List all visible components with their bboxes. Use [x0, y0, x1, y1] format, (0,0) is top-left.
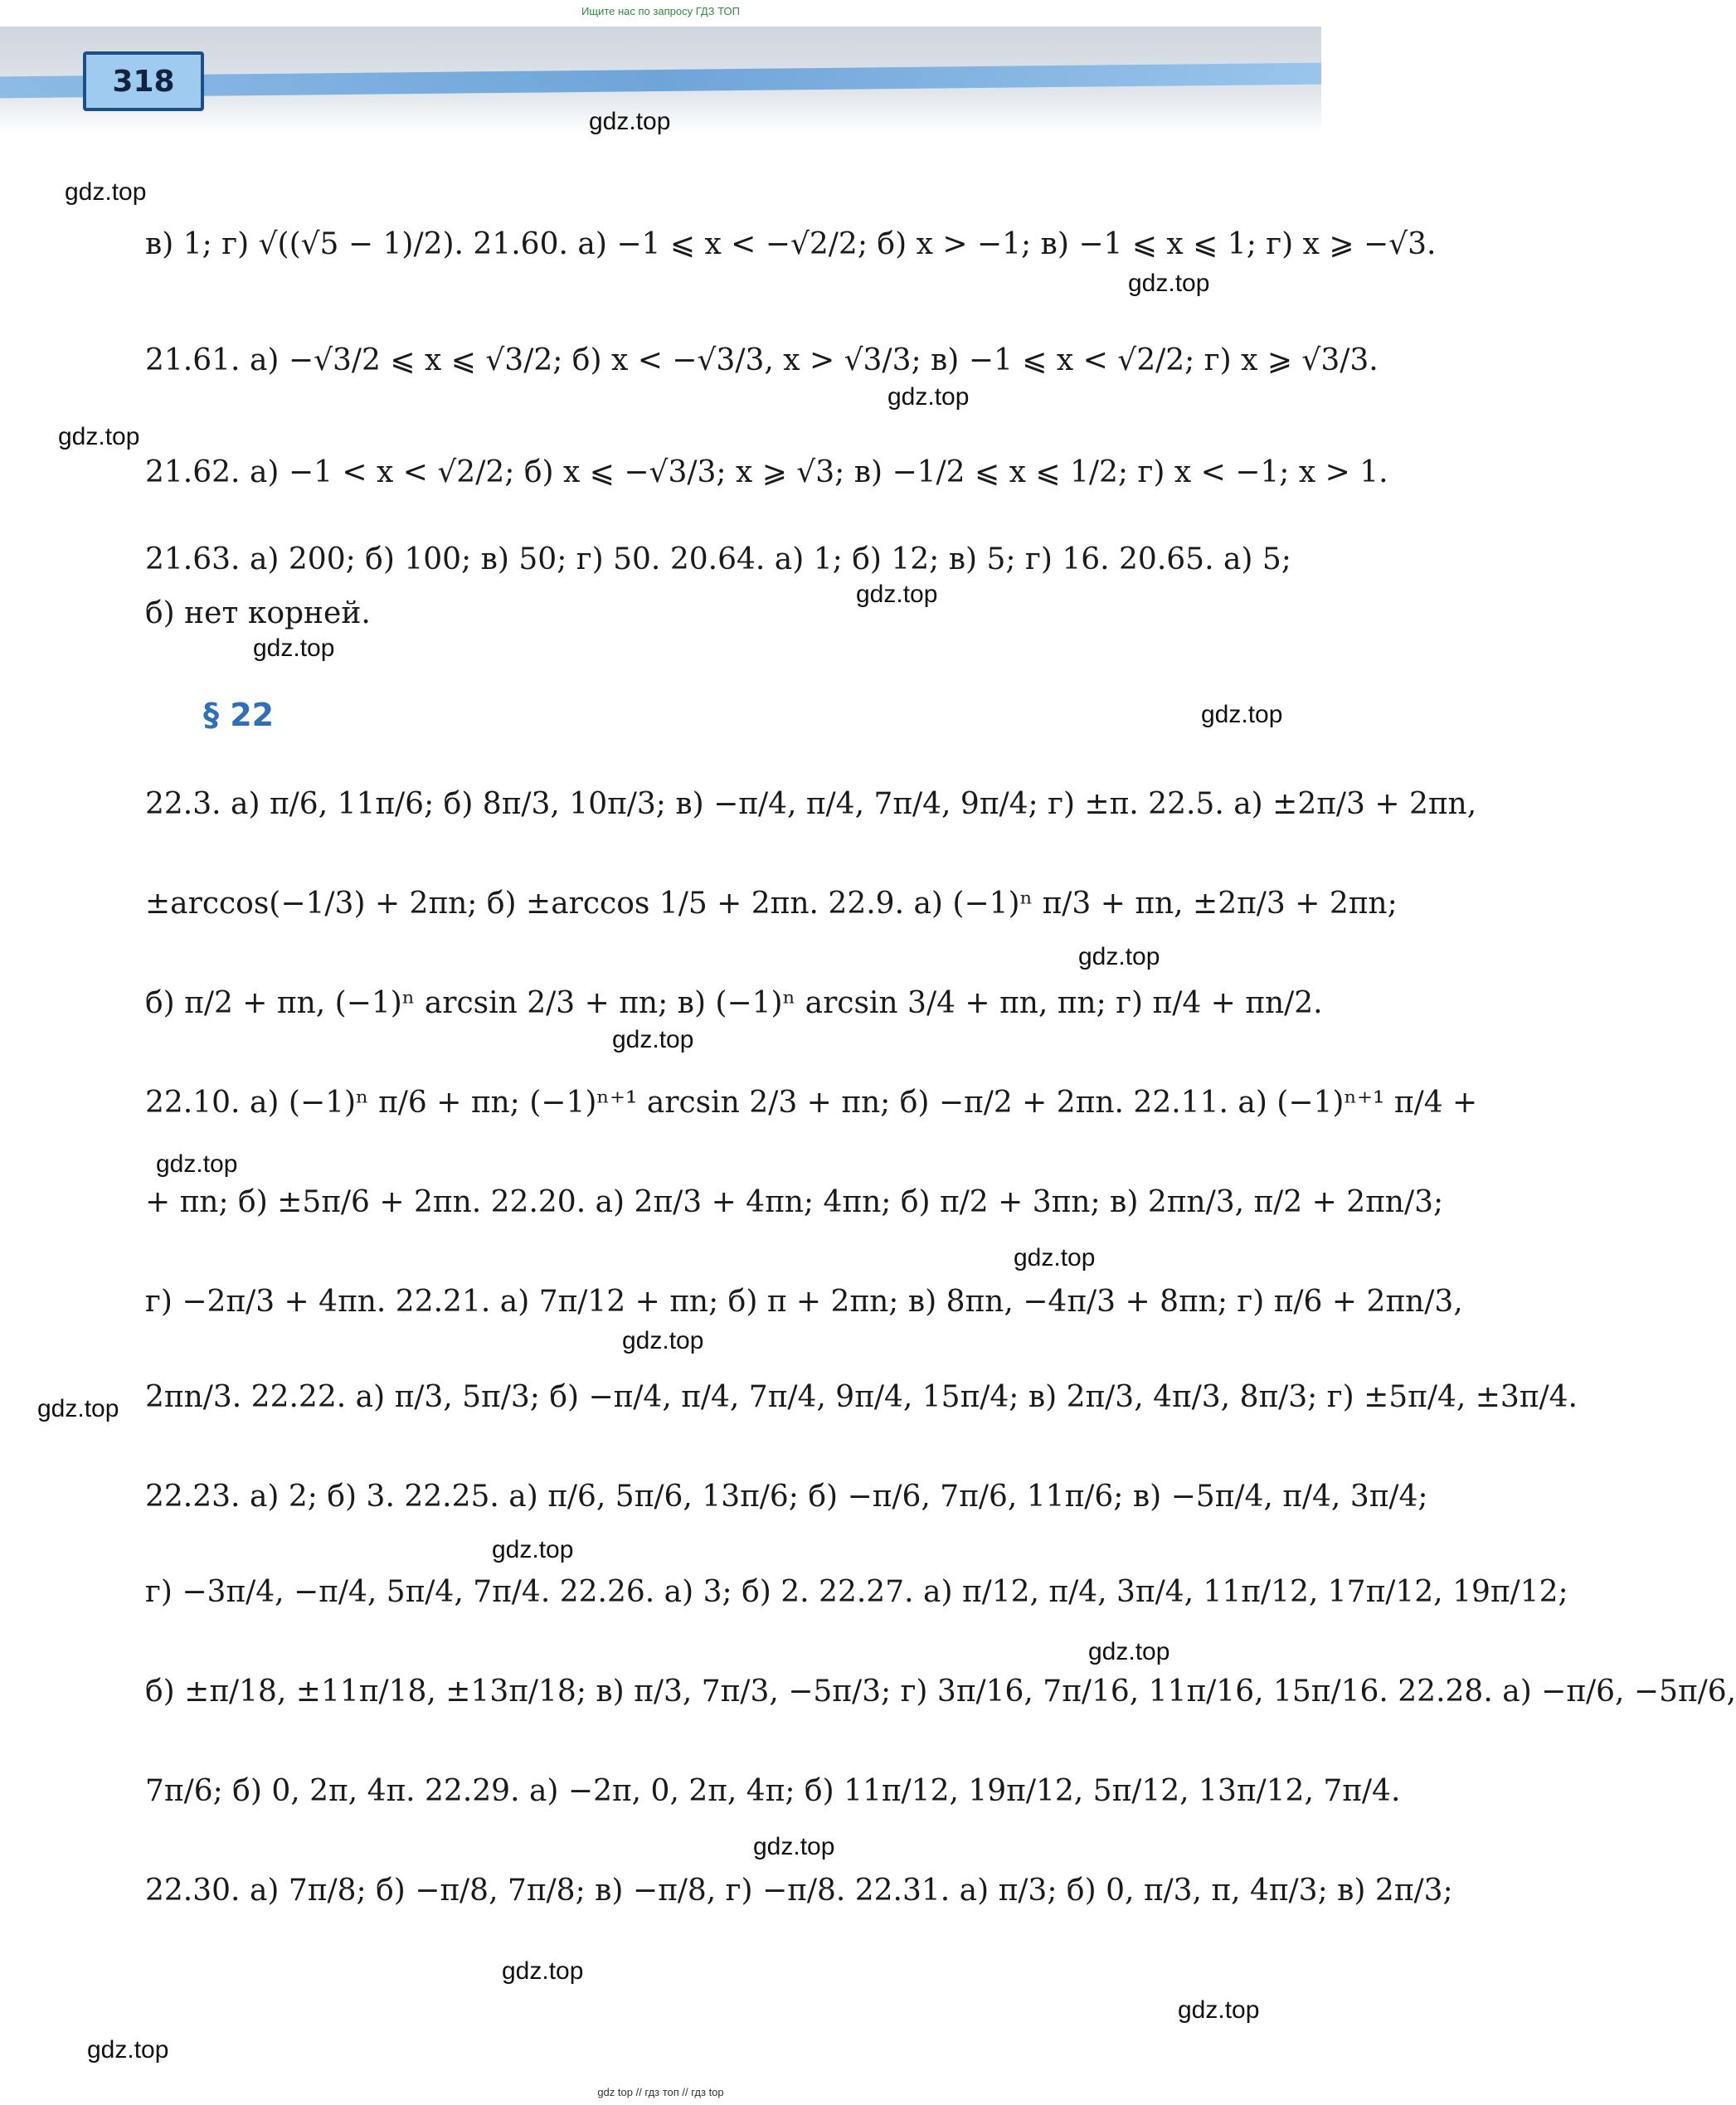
answer-line: г) −2π/3 + 4πn. 22.21. а) 7π/12 + πn; б) π + 2πn; в) 8πn, −4π/3 + 8πn; г) π/6 + 2πn/3, [145, 1285, 1463, 1319]
answer-line: г) −3π/4, −π/4, 5π/4, 7π/4. 22.26. а) 3; б) 2. 22.27. а) π/12, π/4, 3π/4, 11π/12, 17π/12, 19π/12; [145, 1575, 1568, 1609]
page-number: 318 [83, 51, 204, 111]
watermark: gdz.top [502, 1957, 584, 1985]
answer-line: в) 1; г) √((√5 − 1)/2). 21.60. а) −1 ⩽ x < −√2/2; б) x > −1; в) −1 ⩽ x ⩽ 1; г) x ⩾ −√3. [145, 227, 1437, 261]
watermark: gdz.top [1088, 1638, 1170, 1665]
answer-line: 21.61. а) −√3/2 ⩽ x ⩽ √3/2; б) x < −√3/3, x > √3/3; в) −1 ⩽ x < √2/2; г) x ⩾ √3/3. [145, 343, 1379, 377]
answer-line: 22.30. а) 7π/8; б) −π/8, 7π/8; в) −π/8, г) −π/8. 22.31. а) π/3; б) 0, π/3, π, 4π/3; в) 2π/3; [145, 1874, 1453, 1908]
watermark: gdz.top [1201, 701, 1283, 728]
watermark: gdz.top [753, 1833, 835, 1860]
watermark: gdz.top [856, 581, 938, 608]
watermark: gdz.top [156, 1150, 238, 1178]
answer-line: 7π/6; б) 0, 2π, 4π. 22.29. а) −2π, 0, 2π, 4π; б) 11π/12, 19π/12, 5π/12, 13π/12, 7π/4. [145, 1774, 1401, 1808]
watermark: gdz.top [612, 1026, 694, 1053]
answer-line: б) ±π/18, ±11π/18, ±13π/18; в) π/3, 7π/3, −5π/3; г) 3π/16, 7π/16, 11π/16, 15π/16. 22.28. а) −π/6, −5π/6, [145, 1675, 1736, 1709]
footer: gdz top // гдз топ // гдз top [597, 2086, 724, 2098]
answer-line: 22.23. а) 2; б) 3. 22.25. а) π/6, 5π/6, 13π/6; б) −π/6, 7π/6, 11π/6; в) −5π/4, π/4, 3π/4; [145, 1480, 1428, 1514]
answer-line: 21.62. а) −1 < x < √2/2; б) x ⩽ −√3/3; x ⩾ √3; в) −1/2 ⩽ x ⩽ 1/2; г) x < −1; x > 1. [145, 455, 1388, 489]
watermark: gdz.top [1178, 1996, 1260, 2024]
watermark: gdz.top [253, 634, 335, 662]
watermark: gdz.top [622, 1327, 704, 1354]
watermark: gdz.top [1014, 1244, 1096, 1271]
answer-line: 21.63. а) 200; б) 100; в) 50; г) 50. 20.64. а) 1; б) 12; в) 5; г) 16. 20.65. а) 5; [145, 542, 1291, 576]
watermark: gdz.top [65, 178, 147, 206]
watermark: gdz.top [887, 383, 970, 411]
top-note: Ищите нас по запросу ГДЗ ТОП [581, 5, 740, 17]
watermark: gdz.top [1078, 943, 1160, 970]
answer-line: 22.10. а) (−1)ⁿ π/6 + πn; (−1)ⁿ⁺¹ arcsin 2/3 + πn; б) −π/2 + 2πn. 22.11. а) (−1)ⁿ⁺¹ π/4 + [145, 1086, 1478, 1120]
watermark: gdz.top [589, 108, 671, 135]
answer-line: б) π/2 + πn, (−1)ⁿ arcsin 2/3 + πn; в) (−1)ⁿ arcsin 3/4 + πn, πn; г) π/4 + πn/2. [145, 986, 1323, 1020]
answer-line: б) нет корней. [145, 596, 371, 630]
watermark: gdz.top [1128, 270, 1210, 297]
answer-line: + πn; б) ±5π/6 + 2πn. 22.20. а) 2π/3 + 4πn; 4πn; б) π/2 + 3πn; в) 2πn/3, π/2 + 2πn/3; [145, 1185, 1444, 1219]
watermark: gdz.top [87, 2036, 169, 2064]
answer-line: ±arccos(−1/3) + 2πn; б) ±arccos 1/5 + 2πn. 22.9. а) (−1)ⁿ π/3 + πn, ±2π/3 + 2πn; [145, 887, 1398, 921]
watermark: gdz.top [492, 1536, 574, 1563]
answer-line: 22.3. а) π/6, 11π/6; б) 8π/3, 10π/3; в) −π/4, π/4, 7π/4, 9π/4; г) ±π. 22.5. а) ±2π/3 + 2πn, [145, 787, 1477, 821]
watermark: gdz.top [37, 1395, 119, 1422]
watermark: gdz.top [58, 423, 140, 450]
answer-line: 2πn/3. 22.22. а) π/3, 5π/3; б) −π/4, π/4, 7π/4, 9π/4, 15π/4; в) 2π/3, 4π/3, 8π/3; г) ±5π/4, ±3π/4. [145, 1380, 1578, 1414]
section-title: § 22 [203, 697, 275, 733]
